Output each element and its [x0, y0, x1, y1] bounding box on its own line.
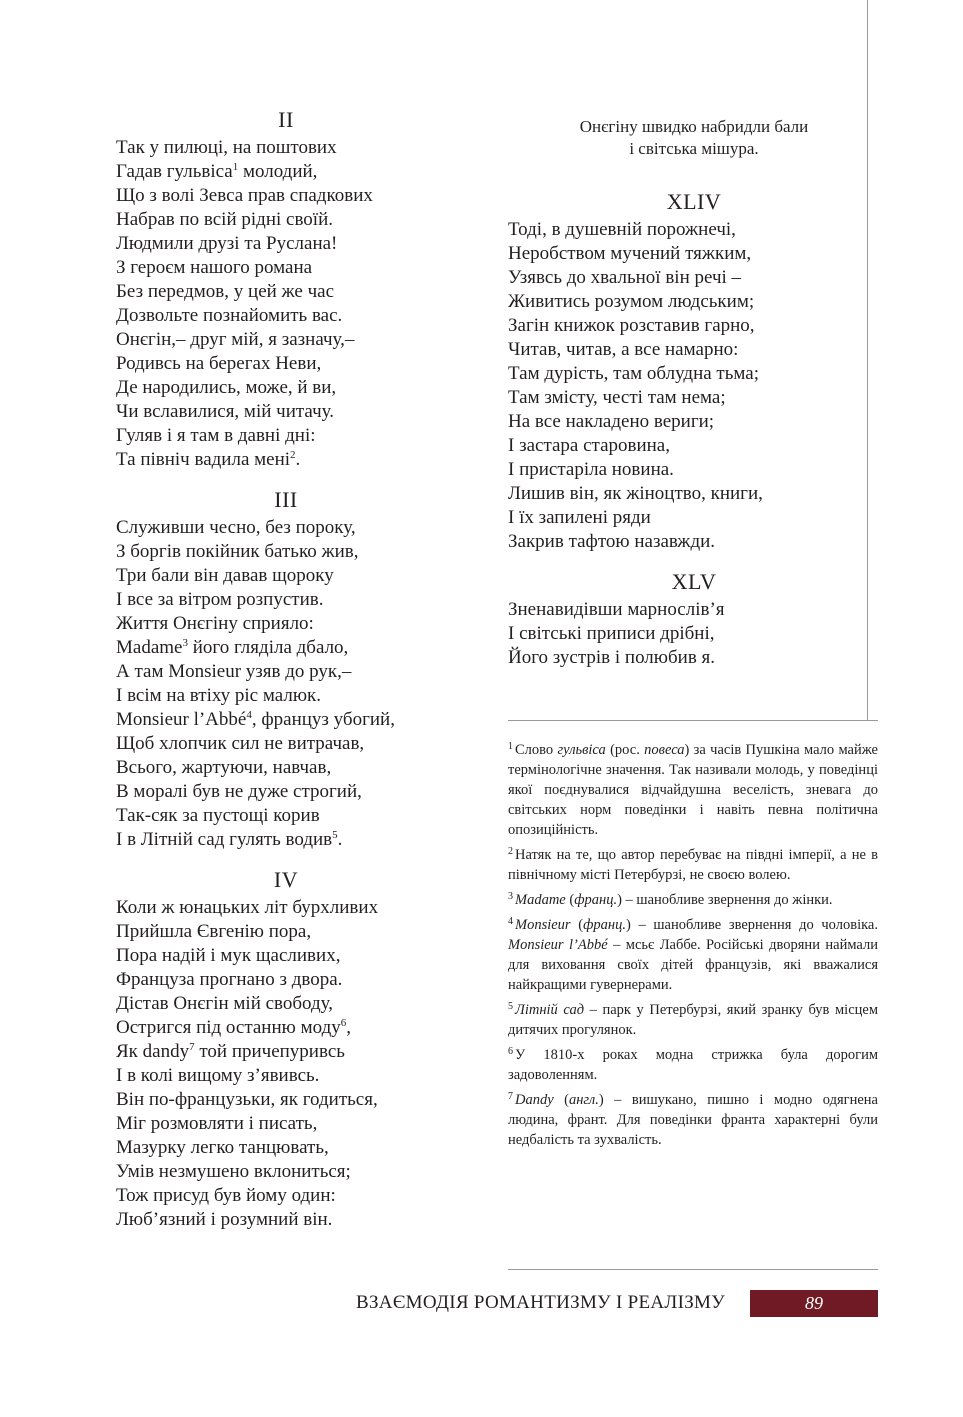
verse-line: А там Monsieur узяв до рук,–	[116, 661, 352, 682]
verse-line: Там змісту, честі там нема;	[508, 387, 726, 408]
footnote-separator	[508, 720, 878, 721]
verse-line: Та північ вадила мені$^2$.	[116, 449, 301, 470]
stanza-number: II	[278, 107, 294, 132]
verse-line: І пристаріла новина.	[508, 459, 674, 480]
verse-line: Живитись розумом людським;	[508, 291, 755, 312]
footnote-ref: 3	[182, 637, 188, 649]
verse-line: Всього, жартуючи, навчав,	[116, 757, 332, 778]
verse-line: Так-сяк за пустощі корив	[116, 805, 320, 826]
left-column	[116, 106, 456, 1246]
verse-line: Прийшла Євгенію пора,	[116, 921, 312, 942]
epigraph-line: Онєгіну швидко набридли бали	[579, 117, 809, 136]
stanza	[116, 866, 456, 1232]
footnote: $^3$ Madame (франц.) – шанобливе звернення до жінки.	[508, 891, 833, 908]
verse-line: Пора надій і мук щасливих,	[116, 945, 341, 966]
verse-line: Гадав гульвіса$^1$ молодий,	[116, 161, 318, 182]
verse-line: Людмили друзі та Руслана!	[116, 233, 338, 254]
verse-line: Неробством мучений тяжким,	[508, 243, 752, 264]
verse-line: Закрив тафтою назавжди.	[508, 531, 716, 552]
right-column	[508, 116, 880, 684]
verse-line: Мазурку легко танцювать,	[116, 1137, 329, 1158]
verse-line: І в Літній сад гулять водив$^5$.	[116, 829, 343, 850]
stanza-number: IV	[273, 867, 299, 892]
verse-line: Гуляв і я там в давні дні:	[116, 425, 316, 446]
stanza-number: XLV	[671, 569, 717, 594]
verse-line: Так у пилюці, на поштових	[116, 137, 337, 158]
verse-line: Що з волі Зевса прав спадкових	[116, 185, 373, 206]
verse-line: Коли ж юнацьких літ бурхливих	[116, 897, 379, 918]
verse-line: Служивши чесно, без пороку,	[116, 517, 356, 538]
stanza-number: III	[274, 487, 298, 512]
footnote-number: 6	[508, 1046, 513, 1057]
footnote-number: 1	[508, 741, 513, 752]
verse-line: І їх запилені ряди	[508, 507, 651, 528]
verse-line: Monsieur l’Abbé$^4$, француз убогий,	[116, 709, 395, 730]
verse-line: Люб’язний і розумний він.	[116, 1209, 333, 1230]
epigraph	[508, 116, 880, 160]
verse-line: Щоб хлопчик сил не витрачав,	[116, 733, 365, 754]
footnote-number: 2	[508, 846, 513, 857]
verse-line: Умів незмушено вклониться;	[116, 1161, 351, 1182]
footnote: $^5$ Літній сад – парк у Петербурзі, який зранку був місцем дитячих прогулянок.	[508, 1001, 879, 1038]
verse-line: Остригся під останню моду$^6$,	[116, 1017, 351, 1038]
footnote-number: 3	[508, 891, 513, 902]
verse-line: Його зустрів і полюбив я.	[508, 647, 716, 668]
verse-line: В моралі був не дуже строгий,	[116, 781, 362, 802]
footnote-ref: 4	[246, 709, 252, 721]
footnote: $^6$ У 1810-х роках модна стрижка була дорогим задоволенням.	[508, 1046, 878, 1083]
verse-line: На все накладено вериги;	[508, 411, 715, 432]
verse-line: І застара старовина,	[508, 435, 670, 456]
verse-line: Узявсь до хвальної він речі –	[508, 267, 742, 288]
verse-line: Зненавидівши марнослів’я	[508, 599, 725, 620]
epigraph-line: і світська мішура.	[629, 139, 759, 158]
verse-line: Тоді, в душевній порожнечі,	[508, 219, 736, 240]
footer-rule	[508, 1269, 878, 1270]
stanza	[508, 568, 880, 670]
verse-line: І всім на втіху ріс малюк.	[116, 685, 321, 706]
verse-line: Родивсь на берегах Неви,	[116, 353, 322, 374]
footnote: $^1$ Слово гульвіса (рос. повеса) за часів Пушкіна мало майже термінологічне значення. Так називали молодь, у поведінці якої поєднувалися відчайдушна веселість, зневага до світських норм поведінки і навіть певна політична опозиційність.	[508, 741, 878, 838]
verse-line: Три бали він давав щороку	[116, 565, 334, 586]
footnote: $^2$ Натяк на те, що автор перебуває на півдні імперії, а не в північному місті Петербурзі, не своєю волею.	[508, 846, 878, 883]
verse-line: Життя Онєгіну сприяло:	[116, 613, 314, 634]
verse-line: Де народились, може, й ви,	[116, 377, 337, 398]
verse-line: Француза прогнано з двора.	[116, 969, 343, 990]
stanza-number: XLIV	[666, 189, 722, 214]
footnote-number: 7	[508, 1091, 513, 1102]
stanza	[116, 486, 456, 852]
verse-line: Тож присуд був йому один:	[116, 1185, 336, 1206]
stanza	[508, 188, 880, 554]
footnote-ref: 5	[332, 829, 338, 841]
verse-line: Лишив він, як жіноцтво, книги,	[508, 483, 763, 504]
verse-line: Без передмов, у цей же час	[116, 281, 335, 302]
footnote-ref: 2	[290, 449, 296, 461]
verse-line: Чи вславилися, мій читачу.	[116, 401, 334, 422]
section-title: ВЗАЄМОДІЯ РОМАНТИЗМУ І РЕАЛІЗМУ	[356, 1292, 725, 1313]
verse-line: З боргів покійник батько жив,	[116, 541, 359, 562]
verse-line: І світські приписи дрібні,	[508, 623, 715, 644]
page-number-box	[750, 1290, 878, 1317]
verse-line: І в колі вищому з’явивсь.	[116, 1065, 320, 1086]
footnote-ref: 1	[232, 161, 239, 173]
footnote-ref: 7	[189, 1041, 195, 1053]
stanza	[116, 106, 456, 472]
verse-line: Там дурість, там облудна тьма;	[508, 363, 759, 384]
page-number: 89	[805, 1293, 823, 1313]
verse-line: Як dandy$^7$ той причепуривсь	[116, 1041, 345, 1062]
footnote-ref: 6	[340, 1017, 347, 1029]
verse-line: Madame$^3$ його гляділа дбало,	[116, 637, 349, 658]
verse-line: Загін книжок розставив гарно,	[508, 315, 755, 336]
verse-line: Онєгін,– друг мій, я зазначу,–	[116, 329, 355, 350]
verse-line: З героєм нашого романа	[116, 257, 313, 278]
verse-line: Читав, читав, а все намарно:	[508, 339, 739, 360]
verse-line: Дозвольте познайомить вас.	[116, 305, 343, 326]
footnote: $^7$ Dandy (англ.) – вишукано, пишно і модно одягнена людина, франт. Для поведінки франта характерні були недбалість та зухвалість.	[508, 1091, 878, 1148]
footnotes	[508, 740, 878, 1155]
footnote-number: 4	[508, 916, 513, 927]
verse-line: Набрав по всій рідні своїй.	[116, 209, 333, 230]
right-stanzas	[508, 188, 880, 670]
verse-line: Він по-французьки, як годиться,	[116, 1089, 378, 1110]
verse-line: І все за вітром розпустив.	[116, 589, 324, 610]
footnote-number: 5	[508, 1001, 513, 1012]
verse-line: Міг розмовляти і писать,	[116, 1113, 318, 1134]
verse-line: Дістав Онєгін мій свободу,	[116, 993, 334, 1014]
footnote: $^4$ Monsieur (франц.) – шанобливе звернення до чоловіка. Monsieur l’Abbé – мсьє Лаббе. Російські дворяни наймали для виховання своїх дітей французів, які вважалися найкращими гувернерами.	[508, 916, 878, 993]
